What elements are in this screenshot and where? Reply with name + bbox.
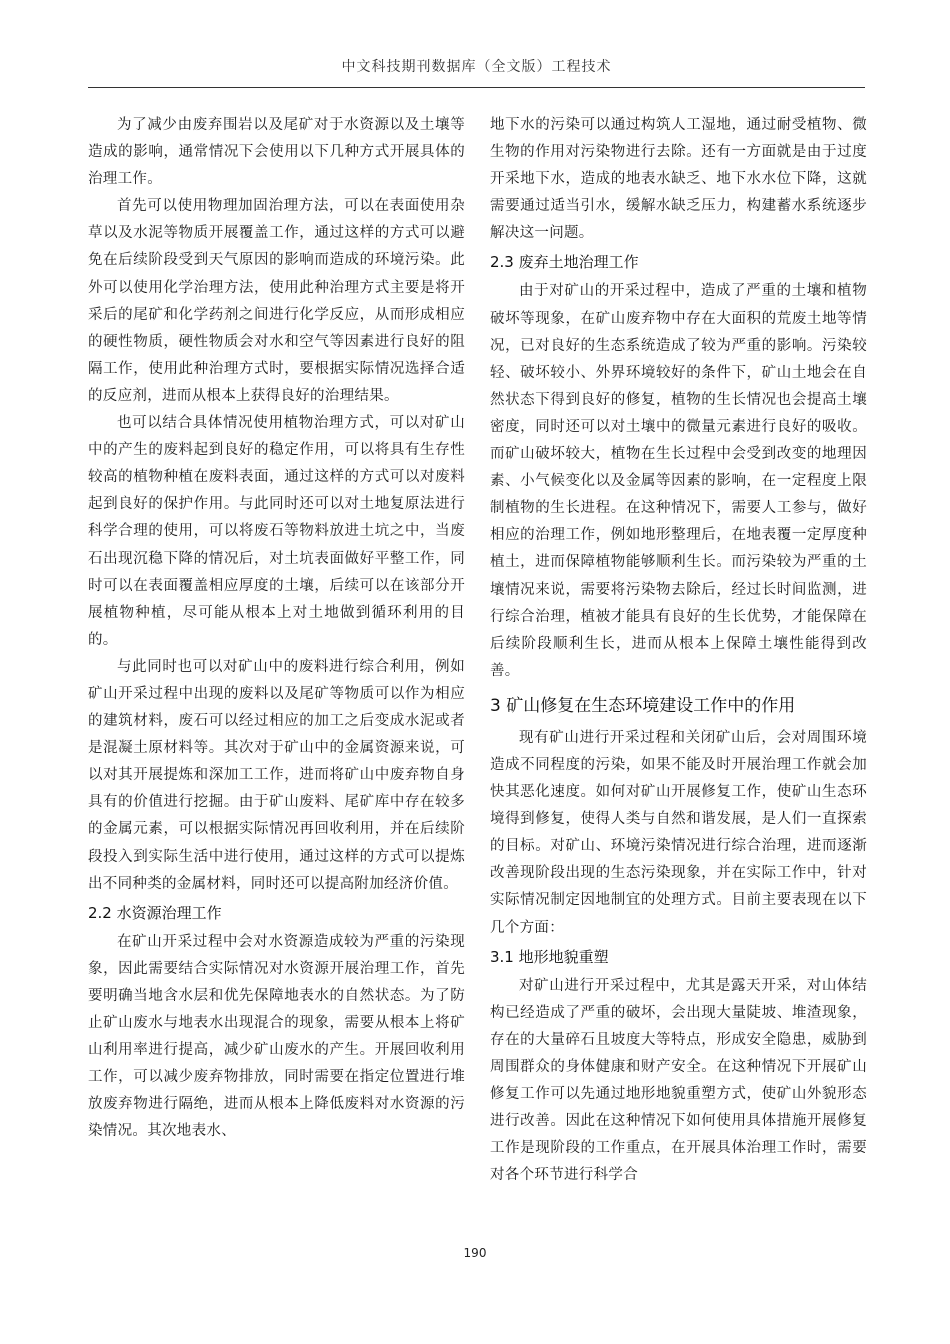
section-heading-2-2: 2.2 水资源治理工作 <box>88 903 222 922</box>
page-number: 190 <box>463 1246 487 1260</box>
running-header: 中文科技期刊数据库（全文版）工程技术 <box>341 59 612 75</box>
paragraph: 对矿山进行开采过程中，尤其是露天开采，对山体结构已经造成了严重的破坏，会出现大量陡坡、堆渣现象，存在的大量碎石且坡度大等特点，形成安全隐患，威胁到周围群众的身体健康和财产安全。在这种情况下开展矿山修复工作可以先通过地形地貌重塑方式，使矿山外貌形态进行改善。因此在这种情况下如何使用具体措施开展修复工作是现阶段的工作重点，在开展具体治理工作时，需要对各个环节进行科学合 <box>490 977 867 1184</box>
paragraph: 也可以结合具体情况使用植物治理方式，可以对矿山中的产生的废料起到良好的稳定作用，可以将具有生存性较高的植物种植在废料表面，通过这样的方式可以对废料起到良好的保护作用。与此同时还可以对土地复原法进行科学合理的使用，可以将废石等物料放进土坑之中，当废石出现沉稳下降的情况后，对土坑表面做好平整工作，同时可以在表面覆盖相应厚度的土壤，后续可以在该部分开展植物种植，尽可能从根本上对土地做到循环利用的目的。 <box>88 415 465 648</box>
paragraph: 现有矿山进行开采过程和关闭矿山后，会对周围环境造成不同程度的污染，如果不能及时开展治理工作就会加快其恶化速度。如何对矿山开展修复工作，使矿山生态环境得到修复，使得人类与自然和谐发展，是人们一直探索的目标。对矿山、环境污染情况进行综合治理，进而逐渐改善现阶段出现的生态污染现象，并在实际工作中，针对实际情况制定因地制宜的处理方式。目前主要表现在以下几个方面： <box>490 729 867 936</box>
paragraph-continued: 地下水的污染可以通过构筑人工湿地，通过耐受植物、微生物的作用对污染物进行去除。还有一方面就是由于过度开采地下水，造成的地表水缺乏、地下水水位下降，这就需要通过适当引水，缓解水缺乏压力，构建蓄水系统逐步解决这一问题。 <box>490 117 867 242</box>
header-divider <box>88 87 865 88</box>
paragraph: 由于对矿山的开采过程中，造成了严重的土壤和植物破坏等现象，在矿山废弃物中存在大面积的荒废土地等情况，已对良好的生态系统造成了较为严重的影响。污染较轻、破坏较小、外界环境较好的条件下，矿山土地会在自然状态下得到良好的修复，植物的生长情况也会提高土壤密度，同时还可以对土壤中的微量元素进行良好的吸收。而矿山破坏较大，植物在生长过程中会受到改变的地理因素、小气候变化以及金属等因素的影响，在一定程度上限制植物的生长进程。在这种情况下，需要人工参与，做好相应的治理工作，例如地形整理后，在地表覆一定厚度种植土，进而保障植物能够顺利生长。而污染较为严重的土壤情况来说，需要将污染物去除后，经过长时间监测，进行综合治理，植被才能具有良好的生长优势，才能保障在后续阶段顺利生长，进而从根本上保障土壤性能得到改善。 <box>490 283 867 679</box>
left-column <box>88 112 465 1145</box>
right-column <box>490 112 867 1189</box>
paragraph: 首先可以使用物理加固治理方法，可以在表面使用杂草以及水泥等物质开展覆盖工作，通过这样的方式可以避免在后续阶段受到天气原因的影响而造成的环境污染。此外可以使用化学治理方法，使用此种治理方式主要是将开采后的尾矿和化学药剂之间进行化学反应，从而形成相应的硬性物质，硬性物质会对水和空气等因素进行良好的阻隔工作，使用此种治理方式时，要根据实际情况选择合适的反应剂，进而从根本上获得良好的治理结果。 <box>88 198 465 404</box>
section-heading-3: 3 矿山修复在生态环境建设工作中的作用 <box>490 695 796 716</box>
paragraph: 在矿山开采过程中会对水资源造成较为严重的污染现象，因此需要结合实际情况对水资源开展治理工作，首先要明确当地含水层和优先保障地表水的自然状态。为了防止矿山废水与地表水出现混合的现象，需要从根本上将矿山利用率进行提高，减少矿山废水的产生。开展回收利用工作，可以减少废弃物排放，同时需要在指定位置进行堆放废弃物进行隔绝，进而从根本上降低废料对水资源的污染情况。其次地表水、 <box>88 933 465 1140</box>
section-heading-3-1: 3.1 地形地貌重塑 <box>490 947 609 966</box>
section-heading-2-3: 2.3 废弃土地治理工作 <box>490 253 639 272</box>
paragraph: 与此同时也可以对矿山中的废料进行综合利用，例如矿山开采过程中出现的废料以及尾矿等物质可以作为相应的建筑材料，废石可以经过相应的加工之后变成水泥或者是混凝土原材料等。其次对于矿山中的金属资源来说，可以对其开展提炼和深加工工作，进而将矿山中废弃物自身具有的价值进行挖掘。由于矿山废料、尾矿库中存在较多的金属元素，可以根据实际情况再回收利用，并在后续阶段投入到实际生活中进行使用，通过这样的方式可以提炼出不同种类的金属材料，同时还可以提高附加经济价值。 <box>88 658 465 892</box>
paragraph: 为了减少由废弃围岩以及尾矿对于水资源以及土壤等造成的影响，通常情况下会使用以下几种方式开展具体的治理工作。 <box>88 117 465 188</box>
